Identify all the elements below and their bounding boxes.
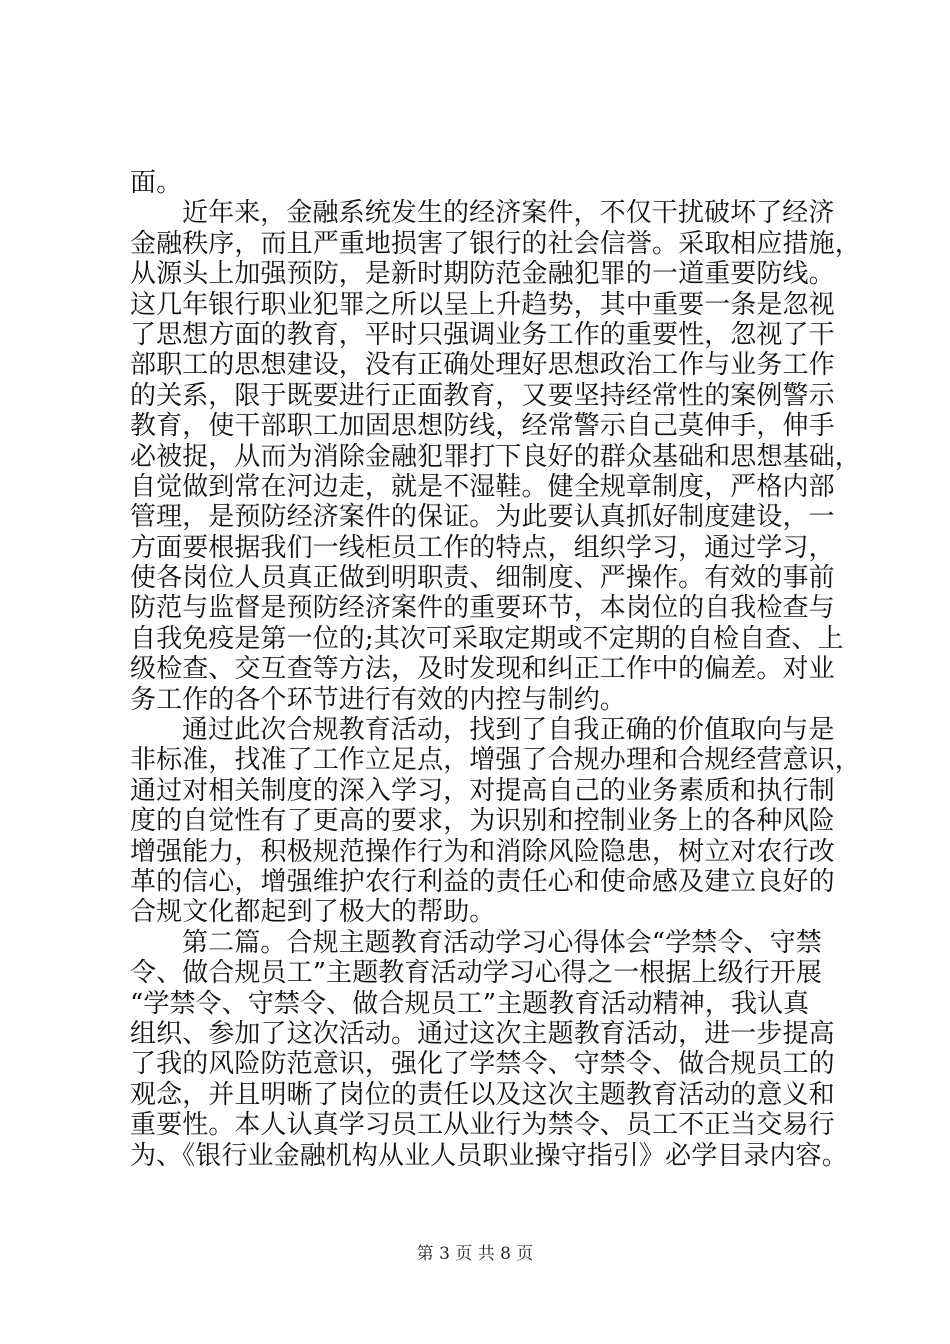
paragraph-first-line: 近年来，金融系统发生的经济案件，不仅干扰破坏了经济 — [182, 198, 835, 229]
text-line: 自我免疫是第一位的;其次可采取定期或不定期的自检自查、上 — [130, 623, 844, 654]
text-line: 了思想方面的教育，平时只强调业务工作的重要性，忽视了干 — [130, 319, 835, 350]
text-line: 面。 — [130, 168, 183, 198]
page-number-footer: 第 3 页 共 8 页 — [416, 1244, 534, 1264]
text-line: 革的信心，增强维护农行利益的责任心和使命感及建立良好的 — [130, 866, 835, 897]
text-line: 从源头上加强预防，是新时期防范金融犯罪的一道重要防线。 — [130, 259, 835, 290]
text-line: 观念，并且明晰了岗位的责任以及这次主题教育活动的意义和 — [130, 1079, 835, 1110]
text-line: 必被捉，从而为消除金融犯罪打下良好的群众基础和思想基础， — [130, 441, 861, 472]
text-line: 务工作的各个环节进行有效的内控与制约。 — [130, 684, 626, 715]
paragraph-first-line: 第二篇。合规主题教育活动学习心得体会“学禁令、守禁 — [182, 927, 822, 958]
text-line: 教育，使干部职工加固思想防线，经常警示自己莫伸手，伸手 — [130, 411, 835, 442]
text-line: 增强能力，积极规范操作行为和消除风险隐患，树立对农行改 — [130, 836, 835, 867]
text-line: 非标准，找准了工作立足点，增强了合规办理和合规经营意识， — [130, 745, 861, 776]
text-line: 令、做合规员工”主题教育活动学习心得之一根据上级行开展 — [130, 958, 822, 989]
text-line: 组织、参加了这次活动。通过这次主题教育活动，进一步提高 — [130, 1018, 835, 1049]
text-line: 级检查、交互查等方法，及时发现和纠正工作中的偏差。对业 — [130, 654, 835, 685]
text-line: 通过对相关制度的深入学习，对提高自己的业务素质和执行制 — [130, 775, 835, 806]
text-line: 使各岗位人员真正做到明职责、细制度、严操作。有效的事前 — [130, 563, 835, 594]
text-line: 防范与监督是预防经济案件的重要环节，本岗位的自我检查与 — [130, 593, 835, 624]
text-line: 部职工的思想建设，没有正确处理好思想政治工作与业务工作 — [130, 350, 835, 381]
text-line: 的关系，限于既要进行正面教育，又要坚持经常性的案例警示 — [130, 380, 835, 411]
text-line: 度的自觉性有了更高的要求，为识别和控制业务上的各种风险 — [130, 806, 835, 837]
paragraph-first-line: 通过此次合规教育活动，找到了自我正确的价值取向与是 — [182, 715, 835, 746]
text-line: 合规文化都起到了极大的帮助。 — [130, 897, 496, 928]
text-line: “学禁令、守禁令、做合规员工”主题教育活动精神，我认真 — [130, 988, 810, 1019]
text-line: 了我的风险防范意识，强化了学禁令、守禁令、做合规员工的 — [130, 1049, 835, 1080]
document-body — [130, 168, 861, 1171]
text-line: 为、《银行业金融机构从业人员职业操守指引》必学目录内容。 — [130, 1140, 848, 1171]
text-line: 金融秩序，而且严重地损害了银行的社会信誉。采取相应措施， — [130, 228, 861, 259]
text-line: 方面要根据我们一线柜员工作的特点，组织学习，通过学习， — [130, 532, 835, 563]
text-line: 重要性。本人认真学习员工从业行为禁令、员工不正当交易行 — [130, 1110, 835, 1141]
text-line: 这几年银行职业犯罪之所以呈上升趋势，其中重要一条是忽视 — [130, 289, 835, 320]
text-line: 管理，是预防经济案件的保证。为此要认真抓好制度建设，一 — [130, 502, 835, 533]
text-line: 自觉做到常在河边走，就是不湿鞋。健全规章制度，严格内部 — [130, 471, 835, 502]
